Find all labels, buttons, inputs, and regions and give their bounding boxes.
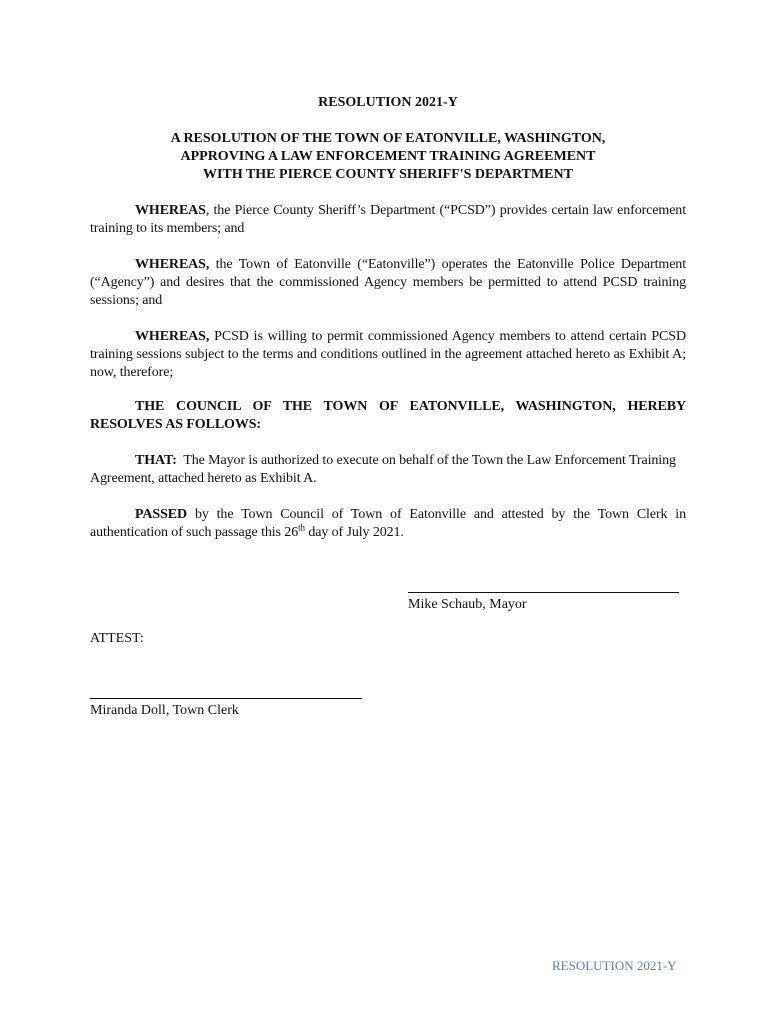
whereas-1-text: , the Pierce County Sheriff’s Department (“PCSD”) provides certain law enforcement training to its members; and xyxy=(90,203,686,236)
whereas-3-lead: WHEREAS, xyxy=(135,329,210,344)
passed-paragraph xyxy=(90,506,686,542)
whereas-paragraph-2 xyxy=(90,256,686,310)
whereas-1-lead: WHEREAS xyxy=(135,203,206,218)
attest-label: ATTEST: xyxy=(90,631,144,646)
that-lead: THAT: xyxy=(135,453,177,468)
resolution-number-heading: RESOLUTION 2021-Y xyxy=(318,95,458,110)
whereas-paragraph-1 xyxy=(90,202,686,238)
title-line-3: WITH THE PIERCE COUNTY SHERIFF'S DEPARTMENT xyxy=(203,167,573,182)
that-text: The Mayor is authorized to execute on behalf of the Town the Law Enforcement Training Agreement, attached hereto as Exhibit A. xyxy=(90,453,679,486)
mayor-name: Mike Schaub, Mayor xyxy=(408,597,527,612)
resolves-paragraph xyxy=(90,398,686,434)
whereas-2-lead: WHEREAS, xyxy=(135,257,210,272)
clerk-name: Miranda Doll, Town Clerk xyxy=(90,703,239,718)
whereas-paragraph-3 xyxy=(90,328,686,382)
that-paragraph xyxy=(90,452,686,488)
footer-resolution-label: RESOLUTION 2021-Y xyxy=(552,958,677,973)
passed-lead: PASSED xyxy=(135,507,188,522)
whereas-2-text: the Town of Eatonville (“Eatonville”) operates the Eatonville Police Department (“Agency”) and desires that the commissioned Agency members be permitted to attend PCSD training sessions; and xyxy=(90,257,686,308)
passed-superscript: th xyxy=(298,522,305,533)
title-line-1: A RESOLUTION OF THE TOWN OF EATONVILLE, WASHINGTON, xyxy=(170,131,606,146)
mayor-signature-line xyxy=(408,592,679,593)
resolves-text: THE COUNCIL OF THE TOWN OF EATONVILLE, WASHINGTON, HEREBY RESOLVES AS FOLLOWS: xyxy=(90,399,686,432)
whereas-3-text: PCSD is willing to permit commissioned Agency members to attend certain PCSD training sessions subject to the terms and conditions outlined in the agreement attached hereto as Exhibit A; now, therefore; xyxy=(90,329,686,380)
passed-text-before: by the Town Council of Town of Eatonville and attested by the Town Clerk in authentication of such passage this 26 xyxy=(90,507,686,540)
clerk-signature-line xyxy=(90,698,362,699)
title-line-2: APPROVING A LAW ENFORCEMENT TRAINING AGREEMENT xyxy=(180,149,596,164)
passed-text-after: day of July 2021. xyxy=(304,525,404,540)
